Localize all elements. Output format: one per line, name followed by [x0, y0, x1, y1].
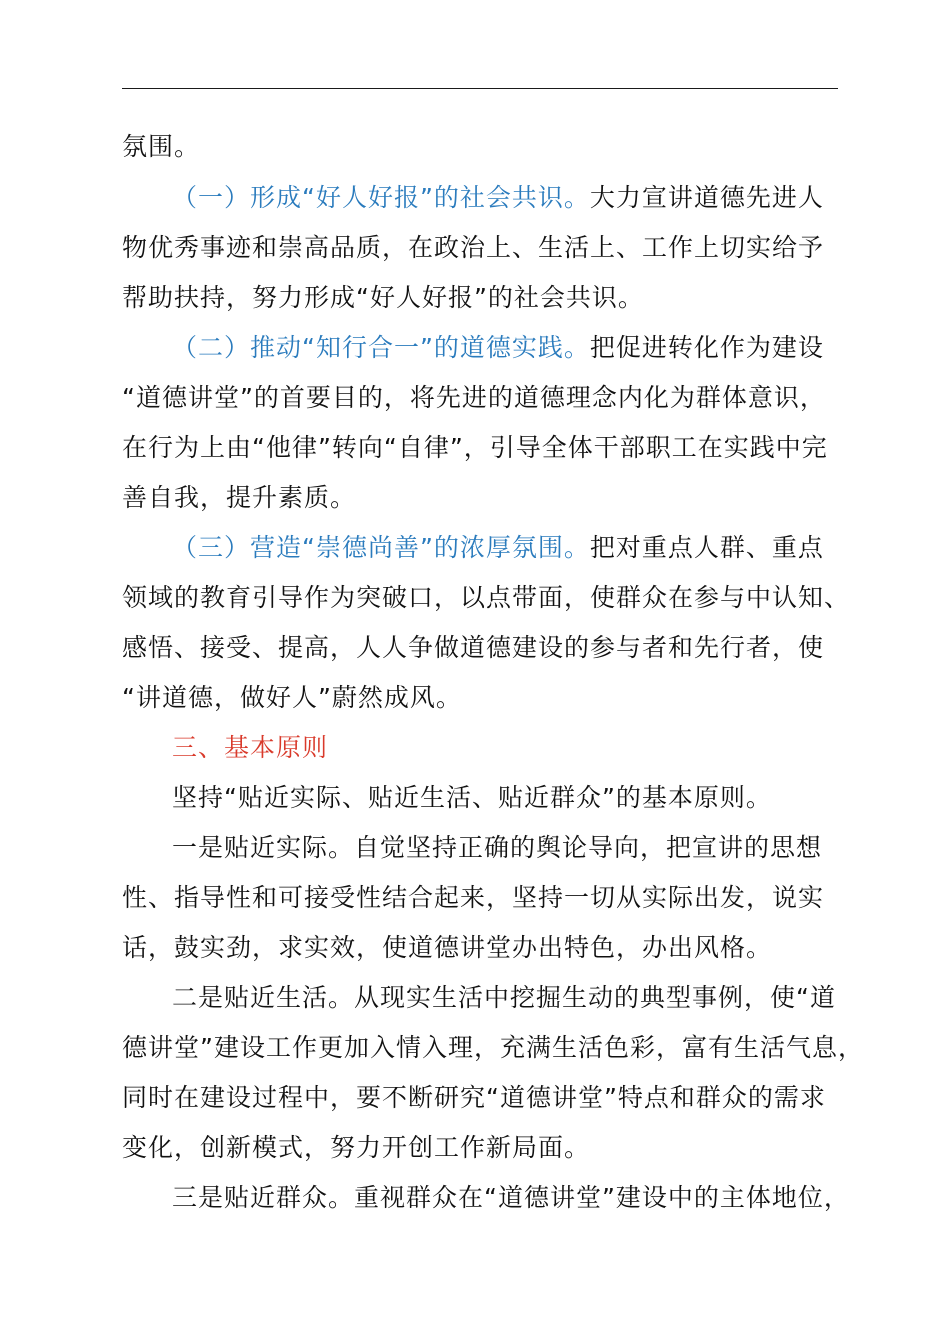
paragraph-line: 德讲堂”建设工作更加入情入理，充满生活色彩，富有生活气息，: [122, 1033, 864, 1062]
paragraph-line: “讲道德，做好人”蔚然成风。: [122, 683, 462, 712]
paragraph-line: 善自我，提升素质。: [122, 483, 357, 512]
paragraph-line: 话，鼓实劲，求实效，使道德讲堂办出特色，办出风格。: [122, 933, 773, 962]
paragraph-line: 三是贴近群众。重视群众在“道德讲堂”建设中的主体地位，: [172, 1183, 850, 1212]
paragraph-line: （一）形成“好人好报”的社会共识。大力宣讲道德先进人: [172, 183, 824, 212]
paragraph-line: 二是贴近生活。从现实生活中挖掘生动的典型事例，使“道: [172, 983, 836, 1012]
paragraph-line: 坚持“贴近实际、贴近生活、贴近群众”的基本原则。: [172, 783, 772, 812]
paragraph-line: 领域的教育引导作为突破口，以点带面，使群众在参与中认知、: [122, 583, 851, 612]
paragraph-line: 感悟、接受、提高，人人争做道德建设的参与者和先行者，使: [122, 633, 825, 662]
paragraph-line: 同时在建设过程中，要不断研究“道德讲堂”特点和群众的需求: [122, 1083, 826, 1112]
paragraph-line: 物优秀事迹和崇高品质，在政治上、生活上、工作上切实给予: [122, 233, 825, 262]
paragraph-line: （二）推动“知行合一”的道德实践。把促进转化作为建设: [172, 333, 824, 362]
paragraph-line: 性、指导性和可接受性结合起来，坚持一切从实际出发，说实: [122, 883, 825, 912]
subsection-heading: （一）形成“好人好报”的社会共识。: [172, 183, 590, 212]
paragraph-line: 氛围。: [122, 132, 201, 161]
paragraph-line: 变化，创新模式，努力开创工作新局面。: [122, 1133, 591, 1162]
paragraph-line: 帮助扶持，努力形成“好人好报”的社会共识。: [122, 283, 644, 312]
paragraph-line: （三）营造“崇德尚善”的浓厚氛围。把对重点人群、重点: [172, 533, 824, 562]
paragraph-line: “道德讲堂”的首要目的，将先进的道德理念内化为群体意识，: [122, 383, 826, 412]
paragraph-line: 一是贴近实际。自觉坚持正确的舆论导向，把宣讲的思想: [172, 833, 823, 862]
subsection-heading: （二）推动“知行合一”的道德实践。: [172, 333, 590, 362]
subsection-heading: （三）营造“崇德尚善”的浓厚氛围。: [172, 533, 590, 562]
header-rule: [122, 88, 838, 89]
section-heading: 三、基本原则: [172, 733, 329, 762]
paragraph-line: 在行为上由“他律”转向“自律”，引导全体干部职工在实践中完: [122, 433, 828, 462]
